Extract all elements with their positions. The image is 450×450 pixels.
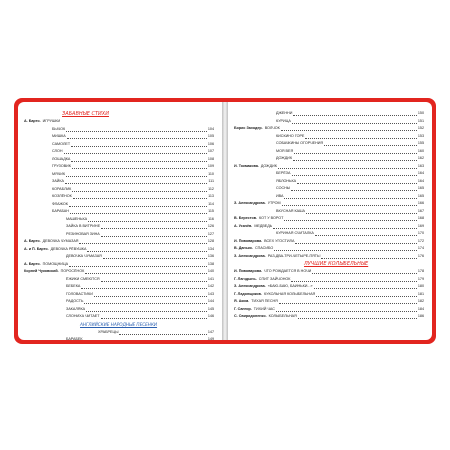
toc-entry (24, 261, 214, 269)
toc-entry (234, 193, 424, 201)
toc-title: ЁЖИКИ СМЕЮТСЯ (66, 276, 100, 281)
toc-title: ТИХАЯ ПЕСНЯ (251, 299, 278, 303)
toc-title: МАШЕНЬКА (66, 216, 88, 221)
dot-leader (281, 129, 417, 131)
toc-entry (24, 223, 214, 231)
toc-author: А. Барто. (24, 119, 41, 123)
toc-entry (24, 141, 214, 149)
toc-page-number: 160 (417, 148, 424, 153)
toc-page-number: 136 (207, 254, 214, 258)
toc-entry (24, 133, 214, 141)
toc-page-number: 128 (207, 239, 214, 243)
toc-title: ЯБЛОНЬКА (276, 178, 297, 183)
toc-author: А. и П. Барто. (24, 246, 49, 251)
dot-leader (306, 212, 417, 214)
toc-entry (234, 253, 424, 261)
dot-leader (88, 220, 207, 222)
toc-title: ДОЖДИК (260, 163, 277, 168)
toc-page-number: 162 (417, 156, 424, 160)
toc-author: Борис Заходер. (234, 126, 263, 130)
toc-title: ДЕВОЧКА ЧУМАЗАЯ (42, 239, 79, 243)
toc-entry (234, 283, 424, 291)
toc-title: СЛОНИХА ЧИТАЕТ (66, 314, 100, 318)
toc-page-number: 138 (207, 261, 214, 266)
toc-title: МОЯ ВЕЯ (276, 148, 294, 153)
toc-author: А. Барто. (24, 261, 41, 266)
toc-title: ИВА (276, 193, 284, 198)
toc-title: БАРАБЕК (66, 337, 83, 340)
toc-title: РЕЗИНОВАЯ ЗИНА (66, 231, 100, 236)
toc-title: ИГРУШКИ (42, 119, 61, 123)
toc-page-number: 140 (207, 269, 214, 273)
toc-page-number: 134 (207, 246, 214, 251)
dot-leader (103, 257, 207, 259)
toc-author: В. Данько. (234, 246, 253, 250)
dot-leader (293, 114, 417, 116)
toc-page-number: 110 (208, 171, 214, 176)
toc-title: СОБАЧКИНЫ ОГОРЧЕНИЯ (276, 141, 324, 145)
toc-entry (24, 238, 214, 246)
toc-title: «БАЮ-БАЮ, БАИНЬКИ...» (267, 284, 313, 288)
toc-entry (234, 155, 424, 163)
toc-entry (24, 186, 214, 194)
toc-entry (234, 148, 424, 156)
toc-page-number: 115 (208, 209, 214, 213)
toc-page-number: 113 (208, 194, 214, 198)
toc-entry (24, 291, 214, 299)
toc-page-number: 155 (417, 141, 424, 145)
toc-entry (24, 118, 214, 126)
toc-page-number: 186 (417, 314, 424, 318)
toc-title: КУКОЛЬНАЯ КОЛЫБЕЛЬНАЯ (263, 291, 316, 296)
dot-leader (291, 189, 417, 191)
toc-author: Корней Чуковский. (24, 269, 59, 273)
toc-title: ПОРОСЁНОК (60, 269, 85, 273)
toc-page-number: 164 (417, 178, 424, 183)
toc-page-number: 143 (207, 291, 214, 296)
toc-entry (234, 163, 424, 171)
toc-page-number: 184 (417, 306, 424, 311)
toc-page-number: 176 (417, 253, 424, 258)
toc-page-number: 167 (417, 208, 424, 213)
dot-leader (85, 272, 207, 274)
dot-leader (66, 175, 207, 177)
toc-entry (234, 276, 424, 284)
toc-title: БЕРЁЗА (276, 171, 291, 175)
toc-page-number: 152 (417, 126, 424, 130)
toc-title: ПОМОЩНИЦА (42, 261, 69, 266)
toc-entry (24, 253, 214, 261)
toc-entry (234, 215, 424, 223)
toc-author: И. Токмакова. (234, 163, 259, 168)
toc-page-number: 127 (207, 231, 214, 236)
dot-leader (297, 182, 417, 184)
toc-title: ХРАБРЕЦЫ (98, 329, 119, 334)
toc-title: ВСЕХ УГОСТИЛА (264, 238, 295, 243)
toc-title: КУРИЦА (276, 118, 291, 123)
dot-leader (305, 137, 416, 139)
toc-entry (234, 298, 424, 306)
toc-page-number: 116 (208, 216, 214, 221)
dot-leader (87, 250, 206, 252)
toc-title: ЛОШАДКА (52, 156, 71, 161)
toc-title: КУРИНАЯ СЧИТАЛКА (276, 231, 314, 235)
dot-leader (321, 257, 416, 259)
toc-entry (234, 118, 424, 126)
toc-page-number: 111 (208, 179, 214, 183)
section-heading: АНГЛИЙСКИЕ НАРОДНЫЕ ПЕСЕНКИ (80, 321, 158, 327)
dot-leader (284, 197, 416, 199)
toc-entry (234, 238, 424, 246)
toc-title: СЛОН (52, 149, 63, 153)
toc-entry (234, 185, 424, 193)
toc-entry (234, 306, 424, 314)
dot-leader (86, 310, 207, 312)
toc-page-number: 108 (207, 156, 214, 161)
toc-page-number: 178 (417, 269, 424, 273)
toc-entry (234, 223, 424, 231)
toc-page-number: 149 (207, 337, 214, 340)
dot-leader (64, 152, 207, 154)
toc-entry (24, 231, 214, 239)
toc-title: ТИХИЙ ЧАС (253, 306, 275, 311)
toc-entry (24, 178, 214, 186)
toc-entry (234, 125, 424, 133)
dot-leader (315, 234, 417, 236)
toc-entry (234, 245, 424, 253)
toc-author: Г. Сапгир. (234, 306, 252, 311)
toc-entry (24, 283, 214, 291)
toc-title: УТРОМ (267, 201, 281, 205)
dot-leader (294, 152, 417, 154)
toc-author: А. Усачёв. (234, 223, 253, 228)
toc-page-number: 166 (417, 201, 424, 205)
toc-title: ДОЖДИК (276, 156, 292, 160)
toc-entry (24, 313, 214, 321)
section-heading: ЗАБАВНЫЕ СТИХИ (62, 111, 109, 117)
toc-entry (234, 133, 424, 141)
toc-entry (234, 140, 424, 148)
toc-title: РАЗ-ДВА-ТРИ-ЧЕТЫРЕ-ПЯТЬ! (267, 253, 321, 258)
toc-entry (24, 171, 214, 179)
toc-entry (24, 156, 214, 164)
dot-leader (72, 190, 207, 192)
toc-title: ГОЛОВАСТИКИ (66, 291, 93, 296)
toc-title: ЗАКАЛЯКА (66, 306, 86, 311)
toc-page-number: 182 (417, 299, 424, 303)
dot-leader (67, 137, 207, 139)
toc-entry (24, 246, 214, 254)
dot-leader (84, 302, 206, 304)
toc-title: МЯЧИК (52, 171, 65, 176)
dot-leader (273, 227, 417, 229)
dot-leader (279, 302, 417, 304)
toc-author: З. Александрова. (234, 253, 266, 258)
toc-author: В. Берестов. (234, 216, 258, 220)
toc-title: СОСНЫ (276, 186, 291, 190)
toc-author: И. Пивоварова. (234, 238, 263, 243)
toc-author: Г. Лагздынь. (234, 276, 257, 281)
toc-title: КОЗЛЁНОК (52, 194, 72, 198)
dot-leader (69, 265, 207, 267)
toc-title: РАДОСТЬ (66, 299, 84, 303)
toc-entry (24, 163, 214, 171)
toc-page-number: 170 (417, 231, 424, 235)
toc-page-number: 104 (207, 126, 214, 131)
toc-page-number: 107 (207, 149, 214, 153)
dot-leader (295, 242, 416, 244)
toc-page-number: 141 (207, 276, 214, 281)
right-page (228, 102, 432, 340)
toc-title: ЗАЙКА (52, 179, 64, 183)
toc-author: Я. Аким. (234, 299, 250, 303)
toc-title: КОТ У ВОРОТ (259, 216, 284, 220)
toc-title: СПАСИБО (254, 246, 274, 250)
toc-title: ДЕВОЧКА РЁВУШКА (50, 246, 87, 251)
toc-title: БЕБЕКА (66, 284, 81, 288)
left-page (18, 102, 222, 340)
toc-page-number: 153 (417, 133, 424, 138)
toc-entry (234, 110, 424, 118)
toc-title: ЗАЙКА В ВИТРИНЕ (66, 224, 101, 228)
toc-page-number: 105 (207, 134, 214, 138)
toc-entry (24, 201, 214, 209)
dot-leader (101, 227, 207, 229)
dot-leader (70, 212, 207, 214)
toc-entry (24, 306, 214, 314)
dot-leader (282, 204, 417, 206)
toc-page-number: 165 (417, 186, 424, 190)
toc-title: ФЛАЖОК (52, 201, 68, 206)
toc-entry (24, 216, 214, 224)
dot-leader (101, 235, 207, 237)
toc-title: МЕДВЕДЬ (254, 223, 273, 228)
toc-entry (24, 208, 214, 216)
left-toc (24, 110, 214, 340)
dot-leader (72, 167, 207, 169)
toc-page-number: 126 (207, 224, 214, 228)
toc-entry (24, 268, 214, 276)
toc-page-number: 151 (417, 118, 424, 123)
toc-author: З. Александрова. (234, 284, 266, 288)
dot-leader (284, 219, 416, 221)
dot-leader (79, 242, 206, 244)
dot-leader (314, 287, 417, 289)
toc-page-number: 163 (417, 163, 424, 168)
toc-title: БАРАБАН (52, 209, 69, 213)
toc-entry (24, 148, 214, 156)
dot-leader (71, 160, 206, 162)
toc-author: И. Пивоварова. (234, 269, 263, 273)
dot-leader (73, 197, 207, 199)
section-heading: ЛУЧШИЕ КОЛЫБЕЛЬНЫЕ (304, 261, 369, 267)
toc-page-number: 181 (417, 291, 424, 296)
toc-entry (24, 193, 214, 201)
dot-leader (66, 130, 207, 132)
toc-title: БЫЧОК (52, 126, 66, 131)
toc-page-number: 180 (417, 284, 424, 288)
dot-leader (101, 280, 207, 282)
dot-leader (298, 317, 417, 319)
toc-page-number: 174 (417, 246, 424, 250)
toc-title: МИШКА (52, 134, 66, 138)
toc-author: С. Свиридоненко. (234, 314, 267, 318)
toc-page-number: 114 (208, 201, 214, 206)
dot-leader (291, 280, 416, 282)
dot-leader (278, 167, 417, 169)
toc-page-number: 150 (417, 111, 424, 115)
dot-leader (71, 145, 207, 147)
dot-leader (101, 317, 207, 319)
toc-title: ВКУСНАЯ КАША (276, 208, 305, 213)
dot-leader (312, 272, 417, 274)
toc-entry (24, 336, 214, 340)
toc-page-number: 145 (207, 306, 214, 311)
dot-leader (94, 295, 207, 297)
toc-page-number: 106 (207, 141, 214, 146)
toc-page-number: 112 (208, 186, 214, 191)
dot-leader (274, 249, 417, 251)
toc-entry (234, 200, 424, 208)
dot-leader (292, 174, 417, 176)
dot-leader (119, 333, 206, 335)
toc-title: КОЛЫБЕЛЬНАЯ (268, 314, 297, 318)
toc-page-number: 169 (417, 223, 424, 228)
book-spread (14, 98, 436, 344)
toc-entry (24, 329, 214, 337)
toc-page-number: 147 (207, 329, 214, 334)
toc-entry (24, 276, 214, 284)
toc-entry (234, 291, 424, 299)
toc-title: САМОЛЕТ (52, 141, 71, 146)
dot-leader (276, 310, 417, 312)
toc-title: ДЖЕННИ (276, 111, 293, 115)
toc-title: КОРАБЛИК (52, 186, 72, 191)
toc-entry (234, 313, 424, 321)
right-toc (234, 110, 424, 321)
toc-title: ДЕВОЧКА ЧУМАЗАЯ (66, 254, 102, 258)
toc-author: А. Барто. (24, 239, 41, 243)
toc-title: ЧТО РОЖДАЕТСЯ В НОЧИ (264, 269, 312, 273)
toc-entry (24, 126, 214, 134)
toc-page-number: 109 (207, 164, 214, 168)
toc-author: Г. Ладонщиков. (234, 291, 262, 296)
toc-page-number: 146 (207, 314, 214, 318)
dot-leader (81, 287, 206, 289)
dot-leader (316, 295, 417, 297)
toc-page-number: 165 (417, 193, 424, 198)
toc-title: СПИТ ЗАЙЧОНОК (258, 276, 291, 281)
toc-title: ГРУЗОВИК (52, 164, 71, 168)
toc-page-number: 142 (207, 284, 214, 288)
toc-entry (234, 170, 424, 178)
toc-title: КИСКИНО ГОРЕ (276, 133, 305, 138)
dot-leader (65, 182, 207, 184)
toc-author: З. Александрова. (234, 201, 266, 205)
toc-entry (234, 268, 424, 276)
toc-entry (24, 298, 214, 306)
dot-leader (69, 205, 207, 207)
toc-title: ВОЛЧОК (264, 126, 280, 130)
dot-leader (292, 122, 417, 124)
toc-entry (234, 208, 424, 216)
toc-page-number: 172 (417, 238, 424, 243)
toc-entry (234, 230, 424, 238)
toc-page-number: 168 (417, 216, 424, 220)
toc-page-number: 144 (207, 299, 214, 303)
dot-leader (324, 144, 417, 146)
toc-page-number: 164 (417, 171, 424, 175)
toc-entry (234, 178, 424, 186)
dot-leader (293, 159, 417, 161)
toc-page-number: 179 (417, 276, 424, 281)
